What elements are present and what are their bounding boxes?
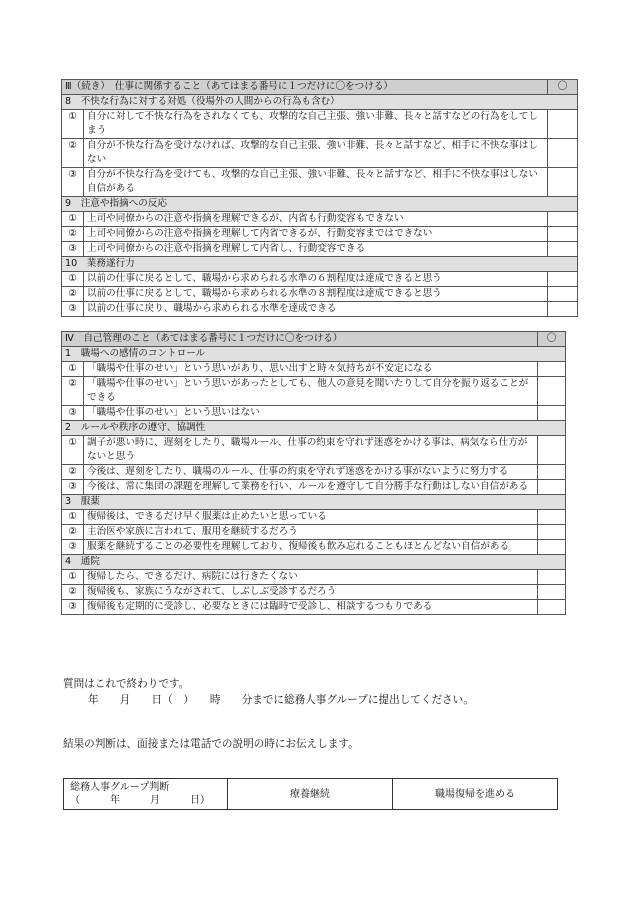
option-number: ① (62, 436, 84, 465)
option-row (62, 600, 566, 615)
option-text: 上司や同僚からの注意や指摘を理解して内省できるが、行動変容まではできない (84, 227, 548, 242)
option-number: ② (62, 139, 84, 168)
group-title-row (62, 495, 566, 510)
option-row (62, 227, 578, 242)
option-number: ① (62, 272, 84, 287)
circle-answer-cell[interactable] (538, 540, 566, 555)
judgment-table (63, 778, 558, 810)
option-text: 復帰後も、家族にうながされて、しぶしぶ受診するだろう (84, 585, 538, 600)
option-number: ② (62, 525, 84, 540)
group-title: 8 不快な行為に対する対処（役場外の人間からの行為も含む） (62, 95, 578, 110)
option-row (62, 525, 566, 540)
group-title-row (62, 95, 578, 110)
circle-answer-cell[interactable] (538, 570, 566, 585)
option-row (62, 406, 566, 421)
group-title-row (62, 197, 578, 212)
circle-answer-cell[interactable] (548, 302, 578, 317)
circle-answer-cell[interactable] (538, 465, 566, 480)
option-number: ① (62, 510, 84, 525)
circle-answer-cell[interactable] (538, 600, 566, 615)
circle-answer-cell[interactable] (548, 242, 578, 257)
circle-answer-cell[interactable] (548, 287, 578, 302)
option-number: ② (62, 465, 84, 480)
option-row (62, 139, 578, 168)
judgment-label-cell (64, 779, 228, 810)
option-number: ① (62, 362, 84, 377)
option-number: ① (62, 212, 84, 227)
circle-answer-cell[interactable] (538, 406, 566, 421)
circle-answer-cell[interactable] (538, 436, 566, 465)
circle-column-header: 〇 (548, 80, 578, 95)
option-text: 「職場や仕事のせい」という思いはない (84, 406, 538, 421)
option-row (62, 212, 578, 227)
option-row (62, 436, 566, 465)
option-text: 「職場や仕事のせい」という思いがあったとしても、他人の意見を聞いたりして自分を振り返ることができる (84, 377, 538, 406)
circle-answer-cell[interactable] (538, 377, 566, 406)
option-text: 調子が悪い時に、遅刻をしたり、職場ルール、仕事の約束を守れず迷惑をかける事は、病気なら仕方がないと思う (84, 436, 538, 465)
group-title: 4 通院 (62, 555, 566, 570)
section-3-header: Ⅲ（続き） 仕事に関係すること（あてはまる番号に１つだけに〇をつける） (62, 80, 548, 95)
circle-answer-cell[interactable] (538, 480, 566, 495)
section-3-header-row (62, 80, 578, 95)
section-3-table (61, 79, 578, 317)
option-text: 以前の仕事に戻るとして、職場から求められる水準の８割程度は達成できると思う (84, 287, 548, 302)
option-number: ③ (62, 540, 84, 555)
group-title: 2 ルールや秩序の遵守、協調性 (62, 421, 566, 436)
option-text: 「職場や仕事のせい」という思いがあり、思い出すと時々気持ちが不安定になる (84, 362, 538, 377)
option-continue-treatment[interactable]: 療養継続 (228, 779, 393, 810)
group-title-row (62, 257, 578, 272)
option-number: ② (62, 585, 84, 600)
option-number: ② (62, 377, 84, 406)
option-row (62, 242, 578, 257)
closing-message: 質問はこれで終わりです。 (63, 678, 190, 690)
option-number: ③ (62, 168, 84, 197)
circle-answer-cell[interactable] (548, 168, 578, 197)
option-text: 今後は、常に集団の課題を理解して業務を行い、ルールを遵守して自分勝手な行動はしない自信がある (84, 480, 538, 495)
option-text: 以前の仕事に戻るとして、職場から求められる水準の６割程度は達成できると思う (84, 272, 548, 287)
option-row (62, 465, 566, 480)
option-row (62, 480, 566, 495)
option-text: 復帰後は、できるだけ早く服薬は止めたいと思っている (84, 510, 538, 525)
option-row (62, 377, 566, 406)
section-4-header-row (62, 332, 566, 347)
option-number: ③ (62, 302, 84, 317)
group-title: 1 職場への感情のコントロール (62, 347, 566, 362)
option-row (62, 302, 578, 317)
option-number: ② (62, 227, 84, 242)
circle-answer-cell[interactable] (548, 272, 578, 287)
group-title: 3 服薬 (62, 495, 566, 510)
circle-answer-cell[interactable] (548, 227, 578, 242)
circle-answer-cell[interactable] (538, 585, 566, 600)
option-row (62, 287, 578, 302)
option-return-to-work[interactable]: 職場復帰を進める (393, 779, 558, 810)
option-number: ③ (62, 480, 84, 495)
option-text: 上司や同僚からの注意や指摘を理解できるが、内省も行動変容もできない (84, 212, 548, 227)
option-text: 服薬を継続することの必要性を理解しており、復帰後も飲み忘れることもほとんどない自信がある (84, 540, 538, 555)
option-row (62, 362, 566, 377)
option-number: ② (62, 287, 84, 302)
judgment-date: （ 年 月 日） (70, 795, 210, 806)
option-number: ③ (62, 406, 84, 421)
option-text: 以前の仕事に戻り、職場から求められる水準を達成できる (84, 302, 548, 317)
option-row (62, 540, 566, 555)
option-text: 主治医や家族に言われて、服用を継続するだろう (84, 525, 538, 540)
option-row (62, 168, 578, 197)
group-title-row (62, 555, 566, 570)
section-4-table (61, 331, 566, 615)
option-text: 今後は、遅刻をしたり、職場のルール、仕事の約束を守れず迷惑をかける事がないように努力する (84, 465, 538, 480)
group-title-row (62, 421, 566, 436)
option-text: 自分に対して不快な行為をされなくても、攻撃的な自己主張、強い非難、長々と話すなどの行為をしてしまう (84, 110, 548, 139)
option-number: ① (62, 570, 84, 585)
group-title: 10 業務遂行力 (62, 257, 578, 272)
circle-column-header: 〇 (538, 332, 566, 347)
group-title-row (62, 347, 566, 362)
option-row (62, 570, 566, 585)
judgment-row (64, 779, 558, 810)
result-notice: 結果の判断は、面接または電話での説明の時にお伝えします。 (63, 738, 359, 750)
option-row (62, 585, 566, 600)
option-row (62, 272, 578, 287)
group-title: 9 注意や指摘への反応 (62, 197, 578, 212)
option-text: 自分が不快な行為を受けなければ、攻撃的な自己主張、強い非難、長々と話すなど、相手に不快な事はしない (84, 139, 548, 168)
submission-deadline: 年 月 日（ ） 時 分までに総務人事グループに提出してください。 (88, 694, 474, 706)
option-text: 上司や同僚からの注意や指摘を理解して内省し、行動変容できる (84, 242, 548, 257)
option-text: 復帰したら、できるだけ、病院には行きたくない (84, 570, 538, 585)
option-number: ③ (62, 600, 84, 615)
circle-answer-cell[interactable] (548, 110, 578, 139)
judgment-label: 総務人事グループ判断 (70, 782, 170, 793)
circle-answer-cell[interactable] (548, 139, 578, 168)
option-number: ① (62, 110, 84, 139)
circle-answer-cell[interactable] (538, 362, 566, 377)
circle-answer-cell[interactable] (538, 525, 566, 540)
option-row (62, 110, 578, 139)
option-row (62, 510, 566, 525)
option-text: 自分が不快な行為を受けても、攻撃的な自己主張、強い非難、長々と話すなど、相手に不快な事はしない自信がある (84, 168, 548, 197)
section-4-header: Ⅳ 自己管理のこと（あてはまる番号に１つだけに〇をつける） (62, 332, 538, 347)
option-text: 復帰後も定期的に受診し、必要なときには臨時で受診し、相談するつもりである (84, 600, 538, 615)
circle-answer-cell[interactable] (538, 510, 566, 525)
option-number: ③ (62, 242, 84, 257)
circle-answer-cell[interactable] (548, 212, 578, 227)
